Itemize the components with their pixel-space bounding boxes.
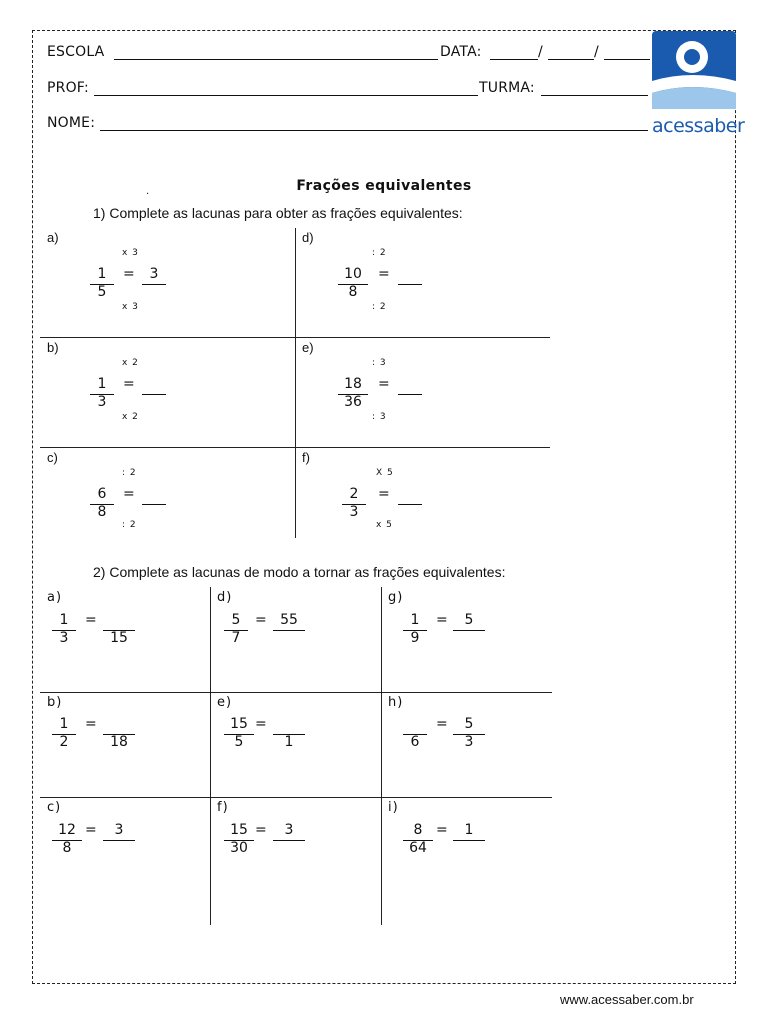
q1-answer-blank[interactable] — [398, 284, 422, 285]
q1-equals-sign: = — [378, 486, 390, 502]
name-field[interactable] — [100, 130, 648, 131]
q2-result-numerator[interactable]: 5 — [464, 612, 474, 628]
q2-item-label: f) — [217, 800, 229, 815]
q2-equals-sign: = — [255, 822, 267, 838]
footer-url[interactable]: www.acessaber.com.br — [560, 992, 694, 1007]
q2-item-label: g) — [388, 590, 404, 605]
q2-denominator: 9 — [410, 630, 420, 646]
acessaber-logo — [650, 31, 745, 137]
q1-row-divider — [40, 447, 550, 448]
q2-result-numerator[interactable]: 3 — [284, 822, 294, 838]
q1-operator-top: : 3 — [372, 358, 387, 368]
q1-equals-sign: = — [123, 376, 135, 392]
q1-numerator: 18 — [344, 376, 362, 392]
q1-denominator: 8 — [348, 284, 358, 300]
q2-result-numerator[interactable]: 3 — [114, 822, 124, 838]
q2-equals-sign: = — [255, 612, 267, 628]
q2-numerator: 12 — [58, 822, 76, 838]
q1-operator-top: X 5 — [376, 468, 394, 478]
q2-numerator: 8 — [413, 822, 423, 838]
q1-column-divider — [295, 228, 296, 538]
q2-item-label: c) — [47, 800, 62, 815]
q1-operator-top: : 2 — [372, 248, 387, 258]
q2-numerator: 1 — [59, 716, 69, 732]
q2-row-divider — [40, 797, 552, 798]
logo-mark — [652, 31, 736, 109]
q1-answer-blank[interactable] — [142, 394, 166, 395]
q2-numerator: 1 — [59, 612, 69, 628]
q2-denominator: 8 — [62, 840, 72, 856]
q2-numerator: 5 — [231, 612, 241, 628]
q2-denominator: 5 — [234, 734, 244, 750]
school-field[interactable] — [114, 59, 438, 60]
q1-operator-top: x 3 — [122, 248, 139, 258]
q2-answer-blank[interactable] — [453, 840, 485, 841]
q1-numerator: 6 — [97, 486, 107, 502]
prof-label: PROF: — [47, 80, 89, 96]
name-label: NOME: — [47, 115, 96, 131]
q2-denominator: 64 — [409, 840, 427, 856]
q2-denominator: 6 — [410, 734, 420, 750]
q2-item-label: h) — [388, 695, 404, 710]
q1-equals-sign: = — [378, 376, 390, 392]
q2-answer-blank[interactable] — [103, 840, 135, 841]
q1-result-numerator[interactable]: 3 — [149, 266, 159, 282]
q2-item-label: d) — [217, 590, 233, 605]
q2-denominator: 7 — [231, 630, 241, 646]
q1-answer-blank[interactable] — [142, 504, 166, 505]
date-month-field[interactable] — [548, 59, 594, 60]
q1-numerator: 1 — [97, 376, 107, 392]
question-2-prompt: 2) Complete as lacunas de modo a tornar as frações equivalentes: — [93, 564, 506, 580]
q1-denominator: 5 — [97, 284, 107, 300]
q1-item-label: e) — [302, 340, 314, 355]
q1-item-label: b) — [47, 340, 59, 355]
q1-denominator: 36 — [344, 394, 362, 410]
q2-answer-blank[interactable] — [273, 840, 305, 841]
q1-numerator: 2 — [349, 486, 359, 502]
school-label: ESCOLA — [47, 44, 105, 60]
q2-equals-sign: = — [85, 716, 97, 732]
q1-numerator: 10 — [344, 266, 362, 282]
q1-equals-sign: = — [123, 266, 135, 282]
q2-numerator: 15 — [230, 822, 248, 838]
date-day-field[interactable] — [490, 59, 538, 60]
q2-denominator: 30 — [230, 840, 248, 856]
q1-operator-bottom: x 2 — [122, 412, 139, 422]
stray-dot: . — [146, 186, 150, 197]
q2-item-label: a) — [47, 590, 63, 605]
q1-operator-bottom: : 3 — [372, 412, 387, 422]
date-separator: / — [594, 44, 599, 60]
q1-operator-bottom: : 2 — [372, 302, 387, 312]
q1-item-label: a) — [47, 230, 59, 245]
q1-item-label: d) — [302, 230, 314, 245]
q2-equals-sign: = — [85, 822, 97, 838]
q2-column-divider — [210, 587, 211, 925]
q1-item-label: f) — [302, 450, 310, 465]
q2-equals-sign: = — [255, 716, 267, 732]
q1-operator-bottom: : 2 — [122, 520, 137, 530]
q1-denominator: 8 — [97, 504, 107, 520]
q2-result-denominator[interactable]: 15 — [110, 630, 128, 646]
page-border — [32, 30, 736, 984]
q2-equals-sign: = — [436, 716, 448, 732]
q1-operator-bottom: x 3 — [122, 302, 139, 312]
q2-row-divider — [40, 692, 552, 693]
q2-result-denominator[interactable]: 1 — [284, 734, 294, 750]
logo-text: acessaber — [652, 115, 745, 137]
class-label: TURMA: — [479, 80, 535, 96]
question-1-prompt: 1) Complete as lacunas para obter as frações equivalentes: — [93, 205, 463, 221]
q2-numerator: 1 — [410, 612, 420, 628]
q2-denominator: 2 — [59, 734, 69, 750]
page-title: Frações equivalentes — [296, 178, 472, 194]
q1-equals-sign: = — [378, 266, 390, 282]
q2-item-label: b) — [47, 695, 63, 710]
q2-item-label: e) — [217, 695, 233, 710]
q2-equals-sign: = — [85, 612, 97, 628]
q2-equals-sign: = — [436, 822, 448, 838]
q1-numerator: 1 — [97, 266, 107, 282]
q2-answer-blank[interactable] — [453, 630, 485, 631]
q2-result-denominator[interactable]: 18 — [110, 734, 128, 750]
q2-result-numerator[interactable]: 55 — [280, 612, 298, 628]
q2-denominator: 3 — [59, 630, 69, 646]
class-field[interactable] — [541, 95, 648, 96]
q1-denominator: 3 — [97, 394, 107, 410]
q1-answer-blank[interactable] — [398, 394, 422, 395]
person-icon — [652, 31, 736, 109]
date-separator: / — [538, 44, 543, 60]
q2-result-numerator[interactable]: 1 — [464, 822, 474, 838]
date-year-field[interactable] — [604, 59, 650, 60]
q1-operator-top: : 2 — [122, 468, 137, 478]
q2-answer-blank[interactable] — [273, 630, 305, 631]
q2-equals-sign: = — [436, 612, 448, 628]
prof-field[interactable] — [94, 95, 478, 96]
q1-operator-bottom: x 5 — [376, 520, 393, 530]
q1-denominator: 3 — [349, 504, 359, 520]
q2-numerator: 15 — [230, 716, 248, 732]
q1-answer-blank[interactable] — [398, 504, 422, 505]
q1-item-label: c) — [47, 450, 58, 465]
q1-row-divider — [40, 337, 550, 338]
q1-operator-top: x 2 — [122, 358, 139, 368]
q2-item-label: i) — [388, 800, 399, 815]
q1-answer-blank[interactable] — [142, 284, 166, 285]
q2-result-numerator[interactable]: 5 — [464, 716, 474, 732]
q2-result-denominator[interactable]: 3 — [464, 734, 474, 750]
q1-equals-sign: = — [123, 486, 135, 502]
date-label: DATA: — [440, 44, 482, 60]
q2-column-divider — [381, 587, 382, 925]
